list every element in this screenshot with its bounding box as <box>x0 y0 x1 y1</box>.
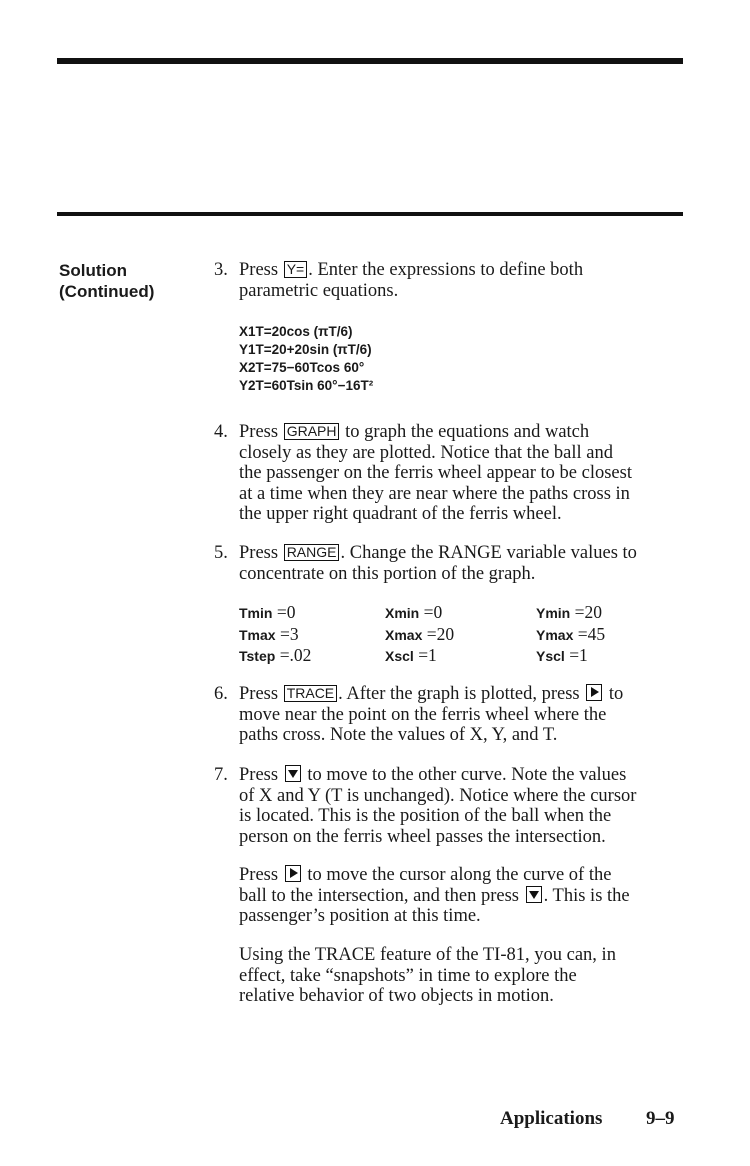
top-rule <box>57 58 683 64</box>
step-text: . Enter the expressions to define both <box>308 260 584 280</box>
step-text: Press <box>239 260 279 280</box>
paragraph-text: Press <box>239 865 279 885</box>
paragraph-text: to move the cursor along the curve of the <box>307 865 612 885</box>
step-text: concentrate on this portion of the graph. <box>239 563 536 584</box>
step-5 <box>214 543 684 584</box>
paragraph-text: Using the TRACE feature of the TI-81, you can, in <box>239 945 616 965</box>
step-number: 7. <box>214 765 228 785</box>
equation: X2T=75−60Tcos 60° <box>239 360 365 375</box>
step-text: . Change the RANGE variable values to <box>340 543 637 563</box>
trace-key: TRACE <box>284 685 337 702</box>
var-label: Tstep <box>239 648 276 664</box>
step-number: 6. <box>214 684 228 704</box>
var-label: Xmax <box>385 626 423 643</box>
sidebar-heading <box>59 260 154 302</box>
range-key: RANGE <box>284 544 340 561</box>
step-4 <box>214 422 684 525</box>
var-label: Xscl <box>385 648 414 664</box>
step-text: to move to the other curve. Note the values <box>307 765 627 785</box>
step-text: . After the graph is plotted, press <box>338 684 580 704</box>
var-label: Xmin <box>385 605 420 621</box>
step-3 <box>214 260 684 301</box>
step-text: Press <box>239 422 279 442</box>
var-value: =45 <box>577 623 606 644</box>
step-number: 5. <box>214 543 228 563</box>
step-text: parametric equations. <box>239 280 399 301</box>
equation: Y1T=20+20sin (πT/6) <box>239 342 372 357</box>
step-text: paths cross. Note the values of X, Y, and T. <box>239 725 558 745</box>
equation: X1T=20cos (πT/6) <box>239 324 353 339</box>
var-label: Yscl <box>536 648 565 664</box>
step-6 <box>214 684 684 746</box>
step-text: Press <box>239 765 279 785</box>
down-arrow-key-icon <box>285 765 301 782</box>
var-label: Ymax <box>536 626 574 643</box>
step-text: to <box>608 684 624 704</box>
step-text: person on the ferris wheel passes the intersection. <box>239 826 606 847</box>
equations <box>239 323 373 395</box>
paragraph-text: ball to the intersection, and then press <box>239 885 519 906</box>
footer-section-title: Applications <box>500 1108 603 1129</box>
step-text: at a time when they are near where the paths cross in <box>239 483 630 504</box>
right-arrow-key-icon <box>285 865 301 882</box>
paragraph-text: . This is the <box>543 885 630 906</box>
step-text: the upper right quadrant of the ferris wheel. <box>239 504 562 524</box>
footer-page-number: 9–9 <box>646 1108 675 1129</box>
paragraph-press-right <box>239 865 689 927</box>
range-col-1 <box>239 602 311 667</box>
paragraph-trace-summary <box>239 945 689 1007</box>
step-number: 3. <box>214 260 228 280</box>
section-rule <box>57 212 683 216</box>
step-text: is located. This is the position of the ball when the <box>239 806 612 826</box>
step-text: of X and Y (T is unchanged). Notice where the cursor <box>239 785 637 806</box>
down-arrow-key-icon <box>526 886 542 903</box>
var-label: Tmax <box>239 626 276 643</box>
range-col-2 <box>385 602 454 667</box>
var-value: =1 <box>569 645 588 665</box>
var-label: Ymin <box>536 605 571 621</box>
right-arrow-key-icon <box>586 684 602 701</box>
var-value: =1 <box>418 645 437 665</box>
y-equals-key: Y= <box>284 261 308 278</box>
step-7 <box>214 765 684 847</box>
sidebar-line-2: (Continued) <box>59 282 155 301</box>
step-number: 4. <box>214 422 228 442</box>
step-text: Press <box>239 684 279 704</box>
var-value: =0 <box>423 602 443 622</box>
step-text: move near the point on the ferris wheel where the <box>239 704 607 725</box>
var-value: =20 <box>426 623 455 644</box>
step-text: to graph the equations and watch <box>345 422 590 442</box>
paragraph-text: relative behavior of two objects in motion. <box>239 986 554 1006</box>
paragraph-text: passenger’s position at this time. <box>239 906 481 926</box>
var-value: =3 <box>279 623 299 644</box>
graph-key: GRAPH <box>284 423 340 440</box>
step-text: the passenger on the ferris wheel appear to be closest <box>239 463 632 483</box>
var-value: =.02 <box>279 645 312 665</box>
equation: Y2T=60Tsin 60°−16T² <box>239 378 374 393</box>
var-value: =20 <box>574 602 602 622</box>
sidebar-line-1: Solution <box>59 261 127 280</box>
step-text: closely as they are plotted. Notice that the ball and <box>239 442 613 463</box>
var-label: Tmin <box>239 605 273 621</box>
paragraph-text: effect, take “snapshots” in time to explore the <box>239 965 577 986</box>
range-col-3 <box>536 602 605 667</box>
var-value: =0 <box>276 602 296 622</box>
step-text: Press <box>239 543 279 563</box>
